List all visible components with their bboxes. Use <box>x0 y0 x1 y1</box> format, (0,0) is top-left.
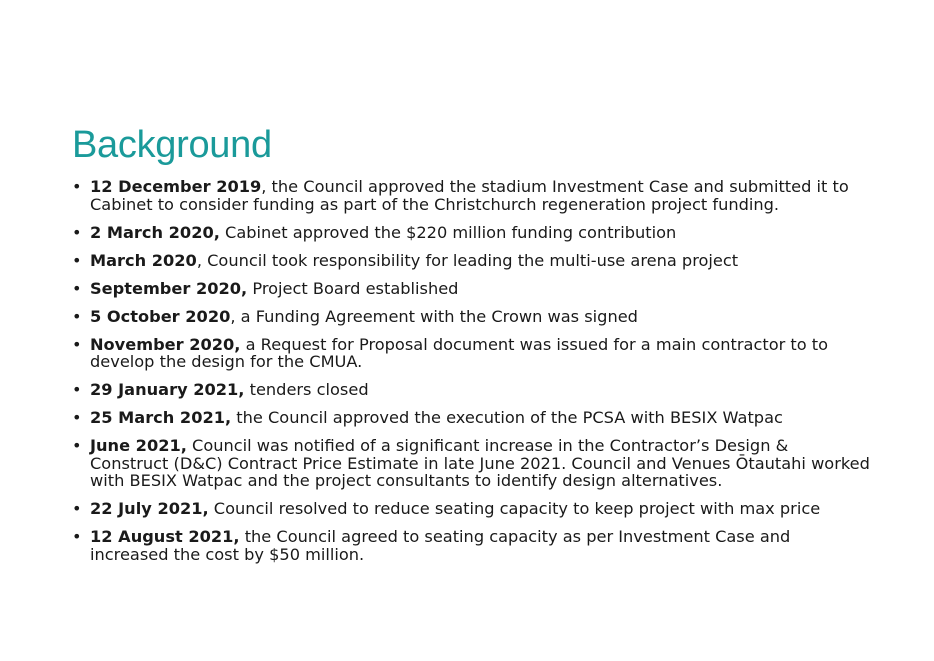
bullet-item <box>70 437 870 490</box>
bullet-text: the Council agreed to seating capacity as per Investment Case and increased the cost by $50 million. <box>90 527 791 564</box>
bullet-text: the Council approved the execution of the PCSA with BESIX Watpac <box>231 408 783 427</box>
bullet-dot-icon: • <box>72 278 82 298</box>
bullet-dot-icon: • <box>72 380 82 399</box>
bullet-text: Council was notified of a significant increase in the Contractor’s Design & Construct (D&C) Contract Price Estimate in late June 2021. Council and Venues Ōtautahi worked with BESIX Watpac and the project consultants to identify design alternatives. <box>90 436 870 490</box>
bullet-date: 29 January 2021, <box>90 380 245 399</box>
bullet-date: 22 July 2021, <box>90 499 209 518</box>
bullet-dot-icon: • <box>72 222 82 242</box>
bullet-text: , Council took responsibility for leading the multi-use arena project <box>196 250 739 270</box>
bullet-text: , the Council approved the stadium Investment Case and submitted it to Cabinet to consider funding as part of the Christchurch regeneration project funding. <box>90 177 849 214</box>
bullet-dot-icon: • <box>72 408 82 427</box>
bullet-dot-icon: • <box>72 306 82 326</box>
bullet-item <box>70 336 870 371</box>
bullet-item <box>70 252 870 270</box>
bullet-date: 12 December 2019 <box>90 177 262 196</box>
bullet-dot-icon: • <box>72 436 82 455</box>
bullet-date: June 2021, <box>90 436 187 455</box>
bullet-date: September 2020, <box>90 278 248 298</box>
bullet-text: Council resolved to reduce seating capacity to keep project with max price <box>208 499 821 518</box>
bullet-dot-icon: • <box>72 527 82 546</box>
bullet-dot-icon: • <box>72 334 82 354</box>
bullet-text: a Request for Proposal document was issued for a main contractor to to develop the design for the CMUA. <box>90 334 829 371</box>
bullet-date: 5 October 2020 <box>90 306 231 326</box>
slide-title: Background <box>72 124 272 166</box>
bullet-date: 25 March 2021, <box>90 408 232 427</box>
bullet-dot-icon: • <box>72 250 82 270</box>
bullet-dot-icon: • <box>72 499 82 518</box>
bullet-item <box>70 500 870 518</box>
bullet-text: Project Board established <box>247 278 459 298</box>
bullet-item <box>70 280 870 298</box>
bullet-text: tenders closed <box>244 380 369 399</box>
bullet-text: Cabinet approved the $220 million funding contribution <box>219 222 677 242</box>
bullet-text: , a Funding Agreement with the Crown was signed <box>230 306 638 326</box>
bullet-item <box>70 178 870 213</box>
bullet-item <box>70 308 870 326</box>
bullet-date: 2 March 2020, <box>90 222 220 242</box>
bullet-list <box>70 178 870 574</box>
bullet-item <box>70 224 870 242</box>
bullet-date: March 2020 <box>90 250 197 270</box>
bullet-item <box>70 381 870 399</box>
bullet-date: November 2020, <box>90 334 241 354</box>
bullet-item <box>70 528 870 563</box>
bullet-dot-icon: • <box>72 177 82 196</box>
bullet-item <box>70 409 870 427</box>
bullet-date: 12 August 2021, <box>90 527 240 546</box>
